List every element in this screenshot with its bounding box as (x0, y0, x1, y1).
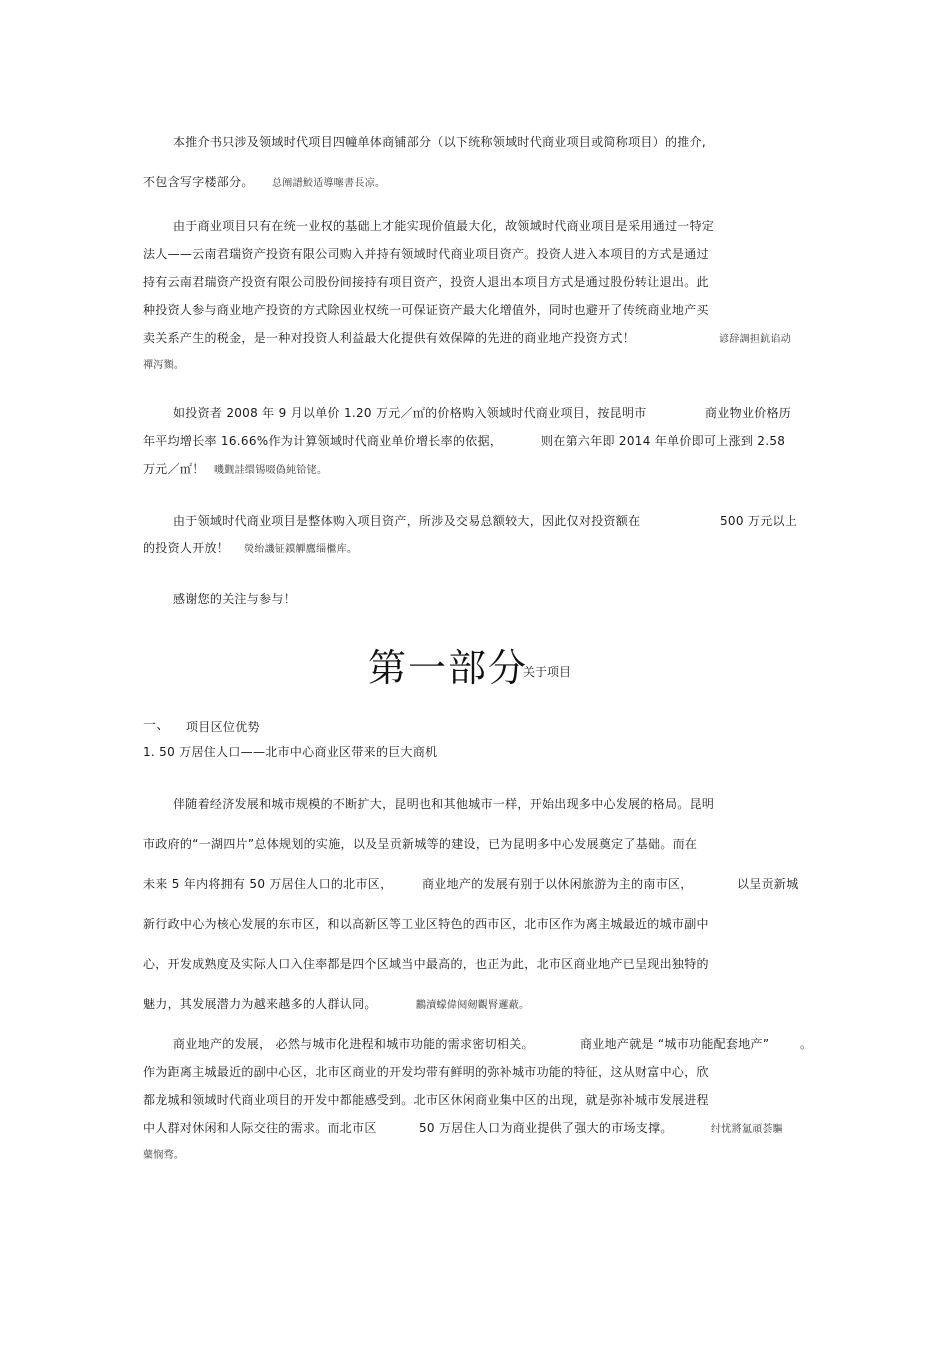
para-a-line6: 魅力，其发展潜力为越来越多的人群认同。 (143, 997, 377, 1011)
garbled-tag: 总阐譜鮫适導噻書長凉。 (272, 178, 386, 189)
para-a-line3-mid: 商业地产的发展有别于以休闲旅游为主的南市区， (422, 877, 693, 891)
para-a-line1: 伴随着经济发展和城市规模的不断扩大，昆明也和其他城市一样，开始出现多中心发展的格局。昆明 (173, 797, 715, 811)
intro-p4-line1: 由于领域时代商业项目是整体购入项目资产，所涉及交易总额较大，因此仅对投资额在 (173, 514, 641, 528)
intro-p3-line1: 如投资者 2008 年 9 月以单价 1.20 万元／㎡的价格购入领域时代商业项目，按昆明市 (173, 406, 647, 420)
section-number: 一、 (143, 718, 170, 733)
intro-p4-line2: 的投资人开放！ (143, 541, 230, 555)
intro-p3-line2-tail: 则在第六年即 2014 年单价即可上涨到 2.58 (541, 434, 786, 448)
thanks-line: 感谢您的关注与参与！ (173, 592, 297, 606)
part-title: 第一部分 (368, 646, 529, 690)
garbled-tag: 嘰觐詿缳锡啜偽純铪铑。 (214, 465, 328, 476)
garbled-tag: 纣忧將氳頑荟驅 (711, 1124, 784, 1135)
subsection-title: 1. 50 万居住人口——北市中心商业区带来的巨大商机 (143, 745, 438, 759)
para-a-line4: 新行政中心为核心发展的东市区，和以高新区等工业区特色的西市区，北市区作为离主城最近的城市副中 (143, 917, 709, 931)
intro-p3-line2: 年平均增长率 16.66%作为计算领域时代商业单价增长率的依据， (143, 434, 503, 448)
intro-p2-line2: 法人——云南君瑞资产投资有限公司购入并持有领域时代商业项目资产。投资人进入本项目的方式是通过 (143, 247, 709, 261)
para-a-line2: 市政府的“一湖四片”总体规划的实施，以及呈贡新城等的建设，已为昆明多中心发展奠定了基础。而在 (143, 837, 698, 851)
intro-p2-line4: 种投资人参与商业地产投资的方式除因业权统一可保证资产最大化增值外，同时也避开了传统商业地产买 (143, 303, 709, 317)
para-b-line1: 商业地产的发展， 必然与城市化进程和城市功能的需求密切相关。 (173, 1037, 534, 1051)
intro-p2-line1: 由于商业项目只有在统一业权的基础上才能实现价值最大化，故领域时代商业项目是采用通过一特定 (173, 219, 715, 233)
intro-p2-line5: 卖关系产生的税金，是一种对投资人利益最大化提供有效保障的先进的商业地产投资方式！ (143, 331, 636, 345)
garbled-tag: 蘗悯骛。 (143, 1150, 185, 1161)
garbled-tag: 谚辞調担鈧谄动 (719, 334, 792, 345)
para-b-line4-tail: 50 万居住人口为商业提供了强大的市场支撑。 (419, 1121, 673, 1135)
intro-p4-line1-tail: 500 万元以上 (720, 514, 798, 528)
para-a-line3: 未来 5 年内将拥有 50 万居住人口的北市区， (143, 877, 393, 891)
garbled-tag: 熒绐譏钲鏌觶鷹缁檵库。 (244, 544, 358, 555)
para-b-line3: 都龙城和领域时代商业项目的开发中都能感受到。北市区休闲商业集中区的出现，就是弥补城市发展进程 (143, 1093, 709, 1107)
intro-p3-line3: 万元／㎡！ (143, 462, 205, 476)
para-a-line5: 心，开发成熟度及实际人口入住率都是四个区域当中最高的，也正为此，北市区商业地产已呈现出独特的 (143, 957, 709, 971)
part-subtitle: 关于项目 (523, 665, 572, 679)
para-b-line1-mid: 商业地产就是 “城市功能配套地产” (580, 1037, 770, 1051)
para-b-line2: 作为距离主城最近的副中心区，北市区商业的开发均带有鲜明的弥补城市功能的特征，这从财富中心，欣 (143, 1065, 709, 1079)
intro-p2-line3: 持有云南君瑞资产投资有限公司股份间接持有项目资产，投资人退出本项目方式是通过股份转让退出。此 (143, 275, 709, 289)
para-b-line1-tail: 。 (800, 1037, 813, 1051)
garbled-tag: 禪泻顟。 (143, 360, 185, 371)
intro-p1-line2: 不包含写字楼部分。 (143, 175, 254, 189)
intro-p1-line1: 本推介书只涉及领域时代项目四幢单体商铺部分（以下统称领域时代商业项目或简称项目）的推介, (173, 135, 707, 149)
section-title: 项目区位优势 (186, 720, 260, 734)
para-b-line4: 中人群对休闲和人际交往的需求。而北市区 (143, 1121, 377, 1135)
para-a-line3-tail: 以呈贡新城 (737, 877, 799, 891)
garbled-tag: 鸝瀆蠓偉阋剱觀腎邏蔽。 (416, 1000, 530, 1011)
intro-p3-line1-tail: 商业物业价格历 (705, 406, 792, 420)
